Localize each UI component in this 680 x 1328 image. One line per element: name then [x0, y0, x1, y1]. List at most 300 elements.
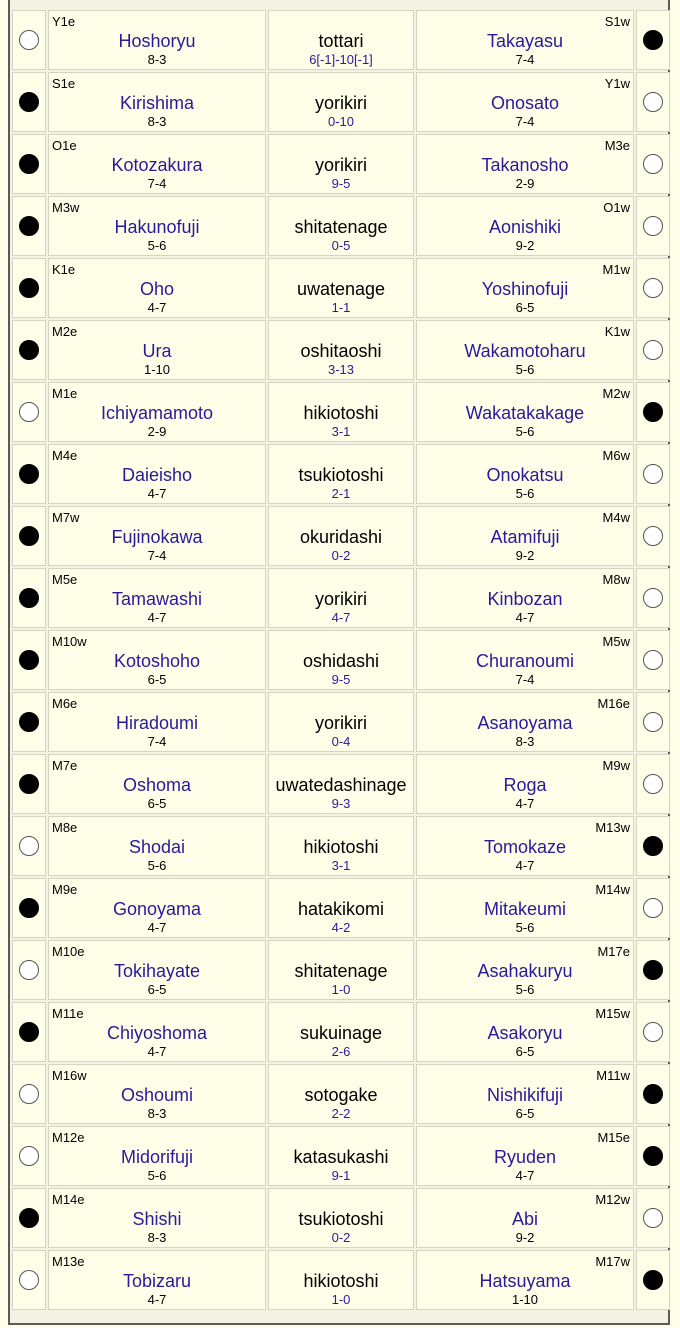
east-wrestler-link[interactable]: Shodai — [128, 836, 186, 857]
west-wrestler-link[interactable]: Onokatsu — [486, 464, 564, 485]
west-wrestler-link[interactable]: Kinbozan — [487, 588, 563, 609]
east-result-cell — [12, 878, 46, 938]
east-record: 4-7 — [147, 609, 167, 625]
loss-mark-icon — [643, 92, 663, 112]
bout-row — [12, 1064, 670, 1124]
win-mark-icon — [19, 92, 39, 112]
west-wrestler-link[interactable]: Takayasu — [486, 30, 564, 51]
east-record: 5-6 — [147, 1167, 167, 1183]
loss-mark-icon — [643, 340, 663, 360]
loss-mark-icon — [643, 526, 663, 546]
east-wrestler-link[interactable]: Midorifuji — [120, 1146, 194, 1167]
head-to-head-link[interactable]: 3-1 — [331, 857, 351, 873]
loss-mark-icon — [643, 216, 663, 236]
west-record: 4-7 — [515, 609, 535, 625]
east-wrestler-cell — [48, 10, 266, 70]
kimarite: hatakikomi — [297, 898, 385, 919]
head-to-head-link[interactable]: 9-1 — [331, 1167, 351, 1183]
east-result-cell — [12, 1126, 46, 1186]
kimarite: okuridashi — [299, 526, 383, 547]
west-result-cell — [636, 1064, 670, 1124]
win-mark-icon — [643, 1146, 663, 1166]
east-wrestler-link[interactable]: Kotoshoho — [113, 650, 201, 671]
loss-mark-icon — [643, 154, 663, 174]
loss-mark-icon — [19, 30, 39, 50]
east-record: 8-3 — [147, 113, 167, 129]
west-rank: M5w — [602, 634, 630, 649]
east-wrestler-link[interactable]: Oho — [139, 278, 175, 299]
win-mark-icon — [19, 526, 39, 546]
west-wrestler-link[interactable]: Mitakeumi — [483, 898, 567, 919]
west-wrestler-cell — [416, 134, 634, 194]
west-wrestler-link[interactable]: Asanoyama — [477, 712, 573, 733]
east-wrestler-link[interactable]: Ichiyamamoto — [100, 402, 214, 423]
east-wrestler-cell — [48, 568, 266, 628]
west-result-cell — [636, 568, 670, 628]
east-result-cell — [12, 10, 46, 70]
loss-mark-icon — [19, 960, 39, 980]
east-wrestler-cell — [48, 506, 266, 566]
bout-row — [12, 72, 670, 132]
east-rank: M9e — [52, 882, 78, 897]
east-record: 4-7 — [147, 299, 167, 315]
west-result-cell — [636, 134, 670, 194]
kimarite: sukuinage — [299, 1022, 383, 1043]
east-rank: Y1e — [52, 14, 76, 29]
east-rank: M5e — [52, 572, 78, 587]
east-wrestler-cell — [48, 1064, 266, 1124]
east-wrestler-link[interactable]: Fujinokawa — [111, 526, 203, 547]
east-wrestler-link[interactable]: Chiyoshoma — [106, 1022, 208, 1043]
kimarite: tottari — [318, 30, 364, 51]
east-result-cell — [12, 444, 46, 504]
head-to-head-link[interactable]: 3-13 — [327, 361, 355, 377]
east-wrestler-cell — [48, 320, 266, 380]
kimarite-cell — [268, 506, 414, 566]
east-wrestler-cell — [48, 382, 266, 442]
east-wrestler-link[interactable]: Ura — [142, 340, 172, 361]
west-rank: M8w — [602, 572, 630, 587]
head-to-head-link[interactable]: 0-2 — [331, 1229, 351, 1245]
bout-row — [12, 754, 670, 814]
head-to-head-link[interactable]: 2-1 — [331, 485, 351, 501]
east-wrestler-link[interactable]: Tobizaru — [122, 1270, 192, 1291]
west-wrestler-link[interactable]: Asakoryu — [487, 1022, 563, 1043]
bout-row — [12, 940, 670, 1000]
east-record: 5-6 — [147, 857, 167, 873]
west-wrestler-cell — [416, 878, 634, 938]
kimarite-cell — [268, 320, 414, 380]
east-wrestler-cell — [48, 1002, 266, 1062]
east-wrestler-cell — [48, 72, 266, 132]
kimarite: hikiotoshi — [303, 1270, 379, 1291]
west-wrestler-link[interactable]: Roga — [503, 774, 547, 795]
west-rank: Y1w — [604, 76, 630, 91]
east-record: 8-3 — [147, 51, 167, 67]
head-to-head-link[interactable]: 3-1 — [331, 423, 351, 439]
bout-row — [12, 1250, 670, 1310]
west-rank: M17w — [595, 1254, 630, 1269]
west-rank: M3e — [604, 138, 630, 153]
kimarite: sotogake — [304, 1084, 378, 1105]
east-record: 4-7 — [147, 1043, 167, 1059]
west-result-cell — [636, 1126, 670, 1186]
west-result-cell — [636, 506, 670, 566]
east-wrestler-link[interactable]: Daieisho — [121, 464, 193, 485]
west-rank: O1w — [603, 200, 630, 215]
west-wrestler-cell — [416, 444, 634, 504]
east-wrestler-cell — [48, 258, 266, 318]
head-to-head-link[interactable]: 0-5 — [331, 237, 351, 253]
kimarite: yorikiri — [315, 154, 367, 175]
east-rank: M7e — [52, 758, 78, 773]
east-result-cell — [12, 630, 46, 690]
kimarite-cell — [268, 444, 414, 504]
east-record: 7-4 — [147, 175, 167, 191]
head-to-head-link[interactable]: 2-2 — [331, 1105, 351, 1121]
east-wrestler-link[interactable]: Gonoyama — [112, 898, 202, 919]
kimarite: tsukiotoshi — [298, 1208, 384, 1229]
kimarite-cell — [268, 630, 414, 690]
west-wrestler-link[interactable]: Nishikifuji — [486, 1084, 564, 1105]
west-result-cell — [636, 444, 670, 504]
kimarite: uwatenage — [296, 278, 386, 299]
bout-row — [12, 1188, 670, 1248]
east-wrestler-link[interactable]: Hiradoumi — [115, 712, 199, 733]
kimarite-cell — [268, 196, 414, 256]
win-mark-icon — [19, 650, 39, 670]
east-result-cell — [12, 1064, 46, 1124]
west-result-cell — [636, 816, 670, 876]
east-wrestler-cell — [48, 692, 266, 752]
west-wrestler-link[interactable]: Onosato — [490, 92, 560, 113]
east-result-cell — [12, 258, 46, 318]
east-wrestler-cell — [48, 444, 266, 504]
kimarite-cell — [268, 940, 414, 1000]
kimarite-cell — [268, 568, 414, 628]
win-mark-icon — [19, 216, 39, 236]
west-record: 5-6 — [515, 485, 535, 501]
west-record: 9-2 — [515, 237, 535, 253]
head-to-head-link[interactable]: 9-5 — [331, 175, 351, 191]
kimarite: shitatenage — [294, 216, 388, 237]
west-rank: M15w — [595, 1006, 630, 1021]
east-wrestler-cell — [48, 1188, 266, 1248]
kimarite-cell — [268, 1002, 414, 1062]
bout-row — [12, 196, 670, 256]
west-record: 8-3 — [515, 733, 535, 749]
west-record: 1-10 — [511, 1291, 539, 1307]
east-record: 7-4 — [147, 733, 167, 749]
east-result-cell — [12, 1250, 46, 1310]
head-to-head-link[interactable]: 0-2 — [331, 547, 351, 563]
head-to-head-link[interactable]: 1-0 — [331, 981, 351, 997]
west-rank: M12w — [595, 1192, 630, 1207]
west-wrestler-link[interactable]: Tomokaze — [483, 836, 567, 857]
west-record: 9-2 — [515, 1229, 535, 1245]
head-to-head-link[interactable]: 9-3 — [331, 795, 351, 811]
west-result-cell — [636, 258, 670, 318]
win-mark-icon — [19, 340, 39, 360]
east-result-cell — [12, 568, 46, 628]
east-wrestler-cell — [48, 134, 266, 194]
kimarite-cell — [268, 1188, 414, 1248]
east-result-cell — [12, 816, 46, 876]
east-rank: M13e — [52, 1254, 85, 1269]
kimarite: katasukashi — [293, 1146, 389, 1167]
bout-row — [12, 506, 670, 566]
east-wrestler-cell — [48, 816, 266, 876]
east-result-cell — [12, 1002, 46, 1062]
kimarite-cell — [268, 816, 414, 876]
head-to-head-link[interactable]: 4-7 — [331, 609, 351, 625]
loss-mark-icon — [643, 650, 663, 670]
west-record: 6-5 — [515, 299, 535, 315]
bout-row — [12, 444, 670, 504]
east-record: 6-5 — [147, 981, 167, 997]
west-wrestler-link[interactable]: Wakamotoharu — [464, 340, 586, 361]
east-result-cell — [12, 134, 46, 194]
win-mark-icon — [19, 898, 39, 918]
west-result-cell — [636, 10, 670, 70]
east-wrestler-link[interactable]: Kotozakura — [111, 154, 203, 175]
east-rank: M7w — [52, 510, 80, 525]
head-to-head-link[interactable]: 1-0 — [331, 1291, 351, 1307]
west-wrestler-cell — [416, 1002, 634, 1062]
east-wrestler-link[interactable]: Oshoumi — [120, 1084, 194, 1105]
west-wrestler-cell — [416, 258, 634, 318]
kimarite: shitatenage — [294, 960, 388, 981]
bout-row — [12, 816, 670, 876]
west-result-cell — [636, 940, 670, 1000]
east-rank: M12e — [52, 1130, 85, 1145]
bout-row — [12, 1126, 670, 1186]
win-mark-icon — [19, 464, 39, 484]
east-rank: M16w — [52, 1068, 87, 1083]
west-record: 6-5 — [515, 1105, 535, 1121]
west-wrestler-cell — [416, 1126, 634, 1186]
west-wrestler-link[interactable]: Wakatakakage — [465, 402, 585, 423]
east-rank: M14e — [52, 1192, 85, 1207]
win-mark-icon — [19, 1022, 39, 1042]
head-to-head-link[interactable]: 4-2 — [331, 919, 351, 935]
west-rank: M2w — [602, 386, 630, 401]
east-wrestler-link[interactable]: Kirishima — [119, 92, 194, 113]
east-result-cell — [12, 506, 46, 566]
east-rank: S1e — [52, 76, 76, 91]
east-rank: M10w — [52, 634, 87, 649]
west-result-cell — [636, 1002, 670, 1062]
win-mark-icon — [643, 1270, 663, 1290]
bout-row — [12, 258, 670, 318]
east-record: 5-6 — [147, 237, 167, 253]
west-rank: M11w — [596, 1068, 630, 1083]
loss-mark-icon — [19, 1084, 39, 1104]
west-result-cell — [636, 692, 670, 752]
bout-row — [12, 1002, 670, 1062]
west-rank: M1w — [602, 262, 630, 277]
west-wrestler-link[interactable]: Yoshinofuji — [481, 278, 569, 299]
west-wrestler-cell — [416, 320, 634, 380]
west-wrestler-link[interactable]: Abi — [511, 1208, 538, 1229]
east-wrestler-link[interactable]: Shishi — [132, 1208, 182, 1229]
east-wrestler-link[interactable]: Tamawashi — [111, 588, 203, 609]
west-wrestler-link[interactable]: Atamifuji — [490, 526, 560, 547]
east-wrestler-cell — [48, 940, 266, 1000]
west-record: 4-7 — [515, 1167, 535, 1183]
kimarite: hikiotoshi — [303, 402, 379, 423]
east-record: 7-4 — [147, 547, 167, 563]
west-record: 7-4 — [515, 113, 535, 129]
east-record: 1-10 — [143, 361, 171, 377]
kimarite-cell — [268, 258, 414, 318]
west-result-cell — [636, 382, 670, 442]
west-wrestler-link[interactable]: Asahakuryu — [477, 960, 573, 981]
kimarite-cell — [268, 72, 414, 132]
head-to-head-link[interactable]: 9-5 — [331, 671, 351, 687]
east-rank: M8e — [52, 820, 78, 835]
west-result-cell — [636, 196, 670, 256]
bout-row — [12, 10, 670, 70]
head-to-head-link[interactable]: 1-1 — [331, 299, 351, 315]
kimarite: uwatedashinage — [275, 774, 407, 795]
west-record: 4-7 — [515, 795, 535, 811]
win-mark-icon — [643, 30, 663, 50]
east-wrestler-link[interactable]: Oshoma — [122, 774, 192, 795]
west-result-cell — [636, 1250, 670, 1310]
east-rank: K1e — [52, 262, 76, 277]
west-result-cell — [636, 630, 670, 690]
west-record: 5-6 — [515, 423, 535, 439]
east-record: 4-7 — [147, 1291, 167, 1307]
kimarite-cell — [268, 1126, 414, 1186]
west-result-cell — [636, 320, 670, 380]
east-record: 8-3 — [147, 1229, 167, 1245]
bout-row — [12, 134, 670, 194]
east-wrestler-link[interactable]: Hakunofuji — [114, 216, 200, 237]
west-rank: M16e — [597, 696, 630, 711]
west-wrestler-cell — [416, 692, 634, 752]
bout-results-body — [12, 10, 670, 1310]
east-wrestler-cell — [48, 1250, 266, 1310]
west-wrestler-cell — [416, 940, 634, 1000]
loss-mark-icon — [643, 1208, 663, 1228]
west-record: 2-9 — [515, 175, 535, 191]
loss-mark-icon — [643, 712, 663, 732]
loss-mark-icon — [643, 278, 663, 298]
loss-mark-icon — [19, 836, 39, 856]
loss-mark-icon — [19, 1270, 39, 1290]
bout-row — [12, 692, 670, 752]
win-mark-icon — [19, 712, 39, 732]
loss-mark-icon — [19, 402, 39, 422]
west-rank: M4w — [602, 510, 630, 525]
bout-row — [12, 382, 670, 442]
west-wrestler-cell — [416, 10, 634, 70]
east-result-cell — [12, 754, 46, 814]
west-record: 6-5 — [515, 1043, 535, 1059]
loss-mark-icon — [643, 588, 663, 608]
kimarite-cell — [268, 1250, 414, 1310]
east-rank: M11e — [52, 1006, 84, 1021]
west-record: 4-7 — [515, 857, 535, 873]
win-mark-icon — [19, 278, 39, 298]
loss-mark-icon — [19, 1146, 39, 1166]
kimarite: yorikiri — [315, 712, 367, 733]
kimarite: oshidashi — [302, 650, 380, 671]
east-rank: M10e — [52, 944, 85, 959]
east-rank: M2e — [52, 324, 78, 339]
kimarite-cell — [268, 1064, 414, 1124]
bout-row — [12, 568, 670, 628]
east-rank: M3w — [52, 200, 80, 215]
west-wrestler-link[interactable]: Hatsuyama — [479, 1270, 571, 1291]
west-rank: M14w — [595, 882, 630, 897]
west-rank: M15e — [597, 1130, 630, 1145]
win-mark-icon — [643, 1084, 663, 1104]
head-to-head-link[interactable]: 0-10 — [327, 113, 355, 129]
bout-row — [12, 878, 670, 938]
west-wrestler-link[interactable]: Aonishiki — [488, 216, 562, 237]
east-result-cell — [12, 196, 46, 256]
win-mark-icon — [19, 154, 39, 174]
east-record: 4-7 — [147, 919, 167, 935]
east-result-cell — [12, 72, 46, 132]
west-rank: M6w — [602, 448, 630, 463]
east-wrestler-cell — [48, 630, 266, 690]
win-mark-icon — [19, 1208, 39, 1228]
west-wrestler-cell — [416, 72, 634, 132]
west-wrestler-cell — [416, 630, 634, 690]
bout-results-table — [10, 8, 672, 1312]
west-record: 5-6 — [515, 981, 535, 997]
west-record: 7-4 — [515, 671, 535, 687]
west-record: 7-4 — [515, 51, 535, 67]
west-wrestler-link[interactable]: Takanosho — [481, 154, 569, 175]
win-mark-icon — [19, 588, 39, 608]
west-rank: M9w — [602, 758, 630, 773]
east-wrestler-cell — [48, 754, 266, 814]
west-result-cell — [636, 1188, 670, 1248]
east-rank: O1e — [52, 138, 77, 153]
east-result-cell — [12, 692, 46, 752]
east-record: 2-9 — [147, 423, 167, 439]
kimarite-cell — [268, 692, 414, 752]
east-record: 6-5 — [147, 795, 167, 811]
west-rank: K1w — [604, 324, 630, 339]
east-wrestler-cell — [48, 1126, 266, 1186]
win-mark-icon — [19, 774, 39, 794]
west-wrestler-cell — [416, 1250, 634, 1310]
win-mark-icon — [643, 402, 663, 422]
east-rank: M6e — [52, 696, 78, 711]
east-wrestler-link[interactable]: Tokihayate — [113, 960, 201, 981]
west-wrestler-link[interactable]: Churanoumi — [475, 650, 575, 671]
kimarite: hikiotoshi — [303, 836, 379, 857]
west-result-cell — [636, 878, 670, 938]
west-rank: M13w — [595, 820, 630, 835]
head-to-head-link[interactable]: 0-4 — [331, 733, 351, 749]
east-wrestler-link[interactable]: Hoshoryu — [118, 30, 196, 51]
head-to-head-link[interactable]: 6[-1]-10[-1] — [309, 51, 373, 67]
west-wrestler-link[interactable]: Ryuden — [493, 1146, 557, 1167]
kimarite: yorikiri — [315, 92, 367, 113]
kimarite: yorikiri — [315, 588, 367, 609]
west-wrestler-cell — [416, 382, 634, 442]
east-wrestler-cell — [48, 196, 266, 256]
head-to-head-link[interactable]: 2-6 — [331, 1043, 351, 1059]
east-record: 6-5 — [147, 671, 167, 687]
